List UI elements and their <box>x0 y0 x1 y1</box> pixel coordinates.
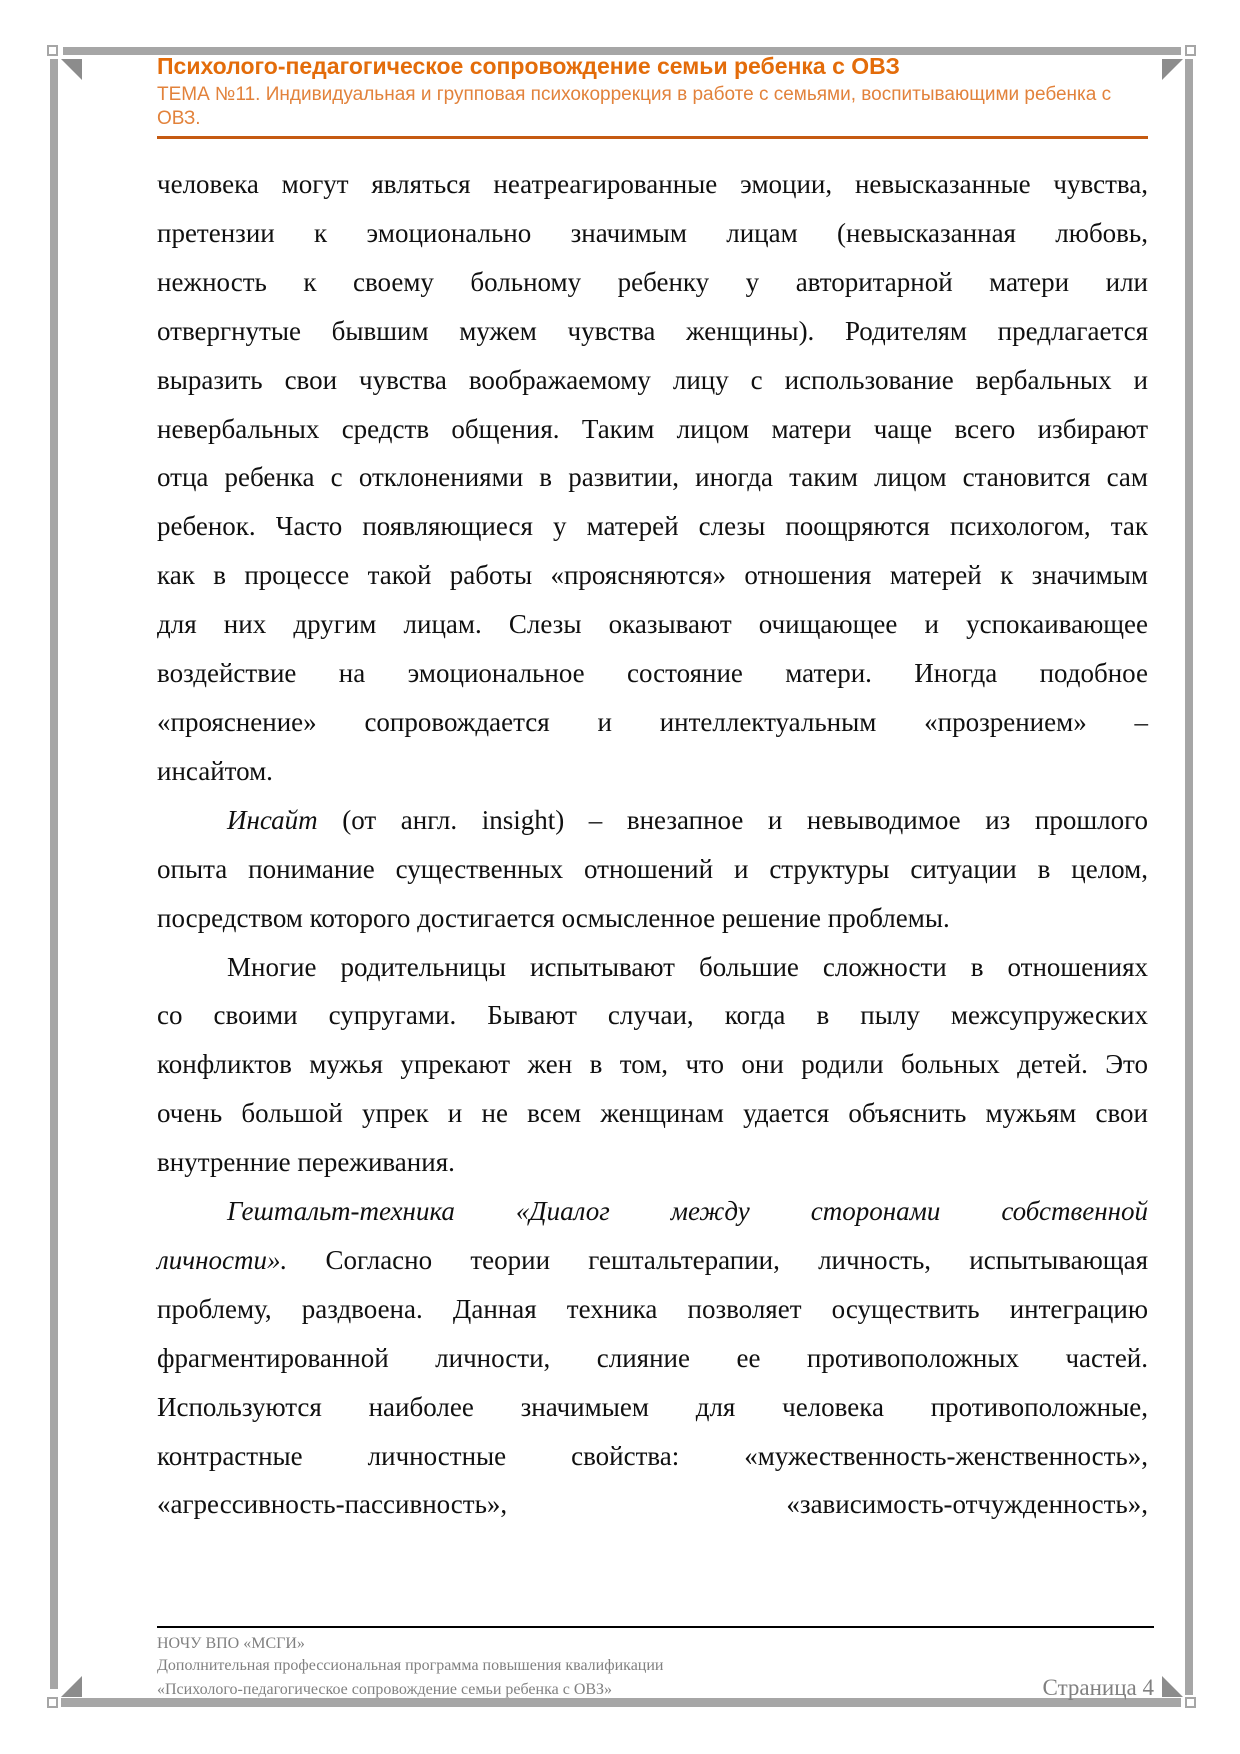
corner-triangle-bottom-left-icon <box>61 1676 82 1697</box>
body-text-segment: воздействие на эмоциональное состояние матери. Иногда подобное <box>157 658 1148 689</box>
body-line <box>157 502 1148 551</box>
page-border-left <box>50 59 58 1689</box>
body-text-segment: фрагментированной личности, слияние ее противоположных частей. <box>157 1342 1148 1373</box>
corner-triangle-bottom-right-icon <box>1162 1676 1183 1697</box>
body-text-segment: очень большой упрек и не всем женщинам удается объяснить мужьям свои <box>157 1098 1148 1129</box>
body-line <box>157 1334 1148 1383</box>
document-title: Психолого-педагогическое сопровождение семьи ребенка с ОВЗ <box>157 53 900 79</box>
body-line <box>157 1480 1148 1529</box>
body-line <box>157 405 1148 454</box>
body-text-segment: выразить свои чувства воображаемому лицу с использование вербальных и <box>157 364 1148 395</box>
body-line <box>157 551 1148 600</box>
body-text-segment: отвергнутые бывшим мужем чувства женщины). Родителям предлагается <box>157 315 1148 346</box>
body-text-segment: конфликтов мужья упрекают жен в том, что они родили больных детей. Это <box>157 1049 1148 1080</box>
body-text-segment: претензии к эмоционально значимым лицам (невысказанная любовь, <box>157 217 1148 248</box>
header-rule <box>157 136 1148 139</box>
body-line <box>157 991 1148 1040</box>
body-line <box>157 307 1148 356</box>
body-text-segment: контрастные личностные свойства: «мужественность-женственность», <box>157 1440 1148 1471</box>
body-text-segment: отца ребенка с отклонениями в развитии, иногда таким лицом становится сам <box>157 462 1148 493</box>
document-subtitle-line-1: ТЕМА №11. Индивидуальная и групповая психокоррекция в работе с семьями, воспитывающими ребенка с <box>157 84 1112 105</box>
page-border-right <box>1185 59 1193 1695</box>
body-text-segment: как в процессе такой работы «проясняются» отношения матерей к значимым <box>157 560 1148 591</box>
body-text-segment: внутренние переживания. <box>157 1147 455 1178</box>
footer-rule <box>157 1626 1154 1628</box>
document-header <box>157 53 1148 139</box>
body-text-segment: Используются наиболее значимыем для человека противоположные, <box>157 1391 1148 1422</box>
body-text-segment: посредством которого достигается осмысленное решение проблемы. <box>157 902 950 933</box>
body-text-segment: проблему, раздвоена. Данная техника позволяет осуществить интеграцию <box>157 1293 1148 1324</box>
body-text-segment: ребенок. Часто появляющиеся у матерей слезы поощряются психологом, так <box>157 511 1148 542</box>
body-text-segment: для них другим лицам. Слезы оказывают очищающее и успокаивающее <box>157 609 1148 640</box>
body-line <box>157 600 1148 649</box>
body-line <box>157 1432 1148 1481</box>
corner-square-bottom-left-icon <box>47 1697 58 1708</box>
body-text-segment: «агрессивность-пассивность», «зависимость-отчужденность», <box>157 1489 1148 1520</box>
body-text-segment: (от англ. insight) – внезапное и невыводимое из прошлого <box>317 804 1148 835</box>
body-line <box>157 209 1148 258</box>
body-line <box>157 894 1148 943</box>
body-line <box>157 796 1148 845</box>
body-text-segment: опыта понимание существенных отношений и структуры ситуации в целом, <box>157 853 1148 884</box>
body-line <box>157 1383 1148 1432</box>
footer-org: НОЧУ ВПО «МСГИ» <box>157 1635 305 1652</box>
body-line <box>157 698 1148 747</box>
body-line <box>157 649 1148 698</box>
body-line <box>157 160 1148 209</box>
corner-square-top-left-icon <box>47 45 58 56</box>
body-line <box>157 356 1148 405</box>
body-text-segment: Многие родительницы испытывают большие сложности в отношениях <box>227 951 1148 982</box>
body-line <box>157 1138 1148 1187</box>
corner-square-bottom-right-icon <box>1185 1697 1196 1708</box>
body-line <box>157 845 1148 894</box>
body-line <box>157 258 1148 307</box>
body-text-segment: Согласно теории гештальтерапии, личность, испытывающая <box>287 1244 1148 1275</box>
corner-triangle-top-right-icon <box>1162 59 1183 80</box>
body-line <box>157 1040 1148 1089</box>
body-line <box>157 1236 1148 1285</box>
body-text-segment: человека могут являться неатреагированные эмоции, невысказанные чувства, <box>157 169 1148 199</box>
body-text-segment: нежность к своему больному ребенку у авторитарной матери или <box>157 266 1148 297</box>
document-subtitle-line-2: ОВЗ. <box>157 108 201 129</box>
corner-triangle-top-left-icon <box>61 59 82 80</box>
footer-bottom-row <box>157 1676 1154 1700</box>
body-line <box>157 943 1148 992</box>
body-line <box>157 453 1148 502</box>
page-number: Страница 4 <box>1042 1675 1154 1700</box>
body-line <box>157 1089 1148 1138</box>
body-line <box>157 1285 1148 1334</box>
body-text-segment: «прояснение» сопровождается и интеллектуальным «прозрением» – <box>157 706 1148 737</box>
body-text-segment-italic: Гештальт-техника «Диалог между сторонами собственной <box>227 1196 1148 1227</box>
footer-program: Дополнительная профессиональная программа повышения квалификации <box>157 1656 664 1674</box>
body-line <box>157 1187 1148 1236</box>
corner-square-top-right-icon <box>1185 45 1196 56</box>
body-text-segment-italic: Инсайт <box>227 804 318 835</box>
body-text-segment: инсайтом. <box>157 755 273 786</box>
body-line <box>157 747 1148 796</box>
body-text-segment: невербальных средств общения. Таким лицом матери чаще всего избирают <box>157 413 1148 444</box>
body-text-segment: со своими супругами. Бывают случаи, когда в пылу межсупружеских <box>157 1000 1148 1031</box>
footer-course: «Психолого-педагогическое сопровождение семьи ребенка с ОВЗ» <box>157 1680 613 1698</box>
body-text <box>157 160 1148 1529</box>
document-footer <box>157 1626 1154 1700</box>
document-subtitle <box>157 83 1148 131</box>
body-text-segment-italic: личности». <box>157 1244 288 1275</box>
